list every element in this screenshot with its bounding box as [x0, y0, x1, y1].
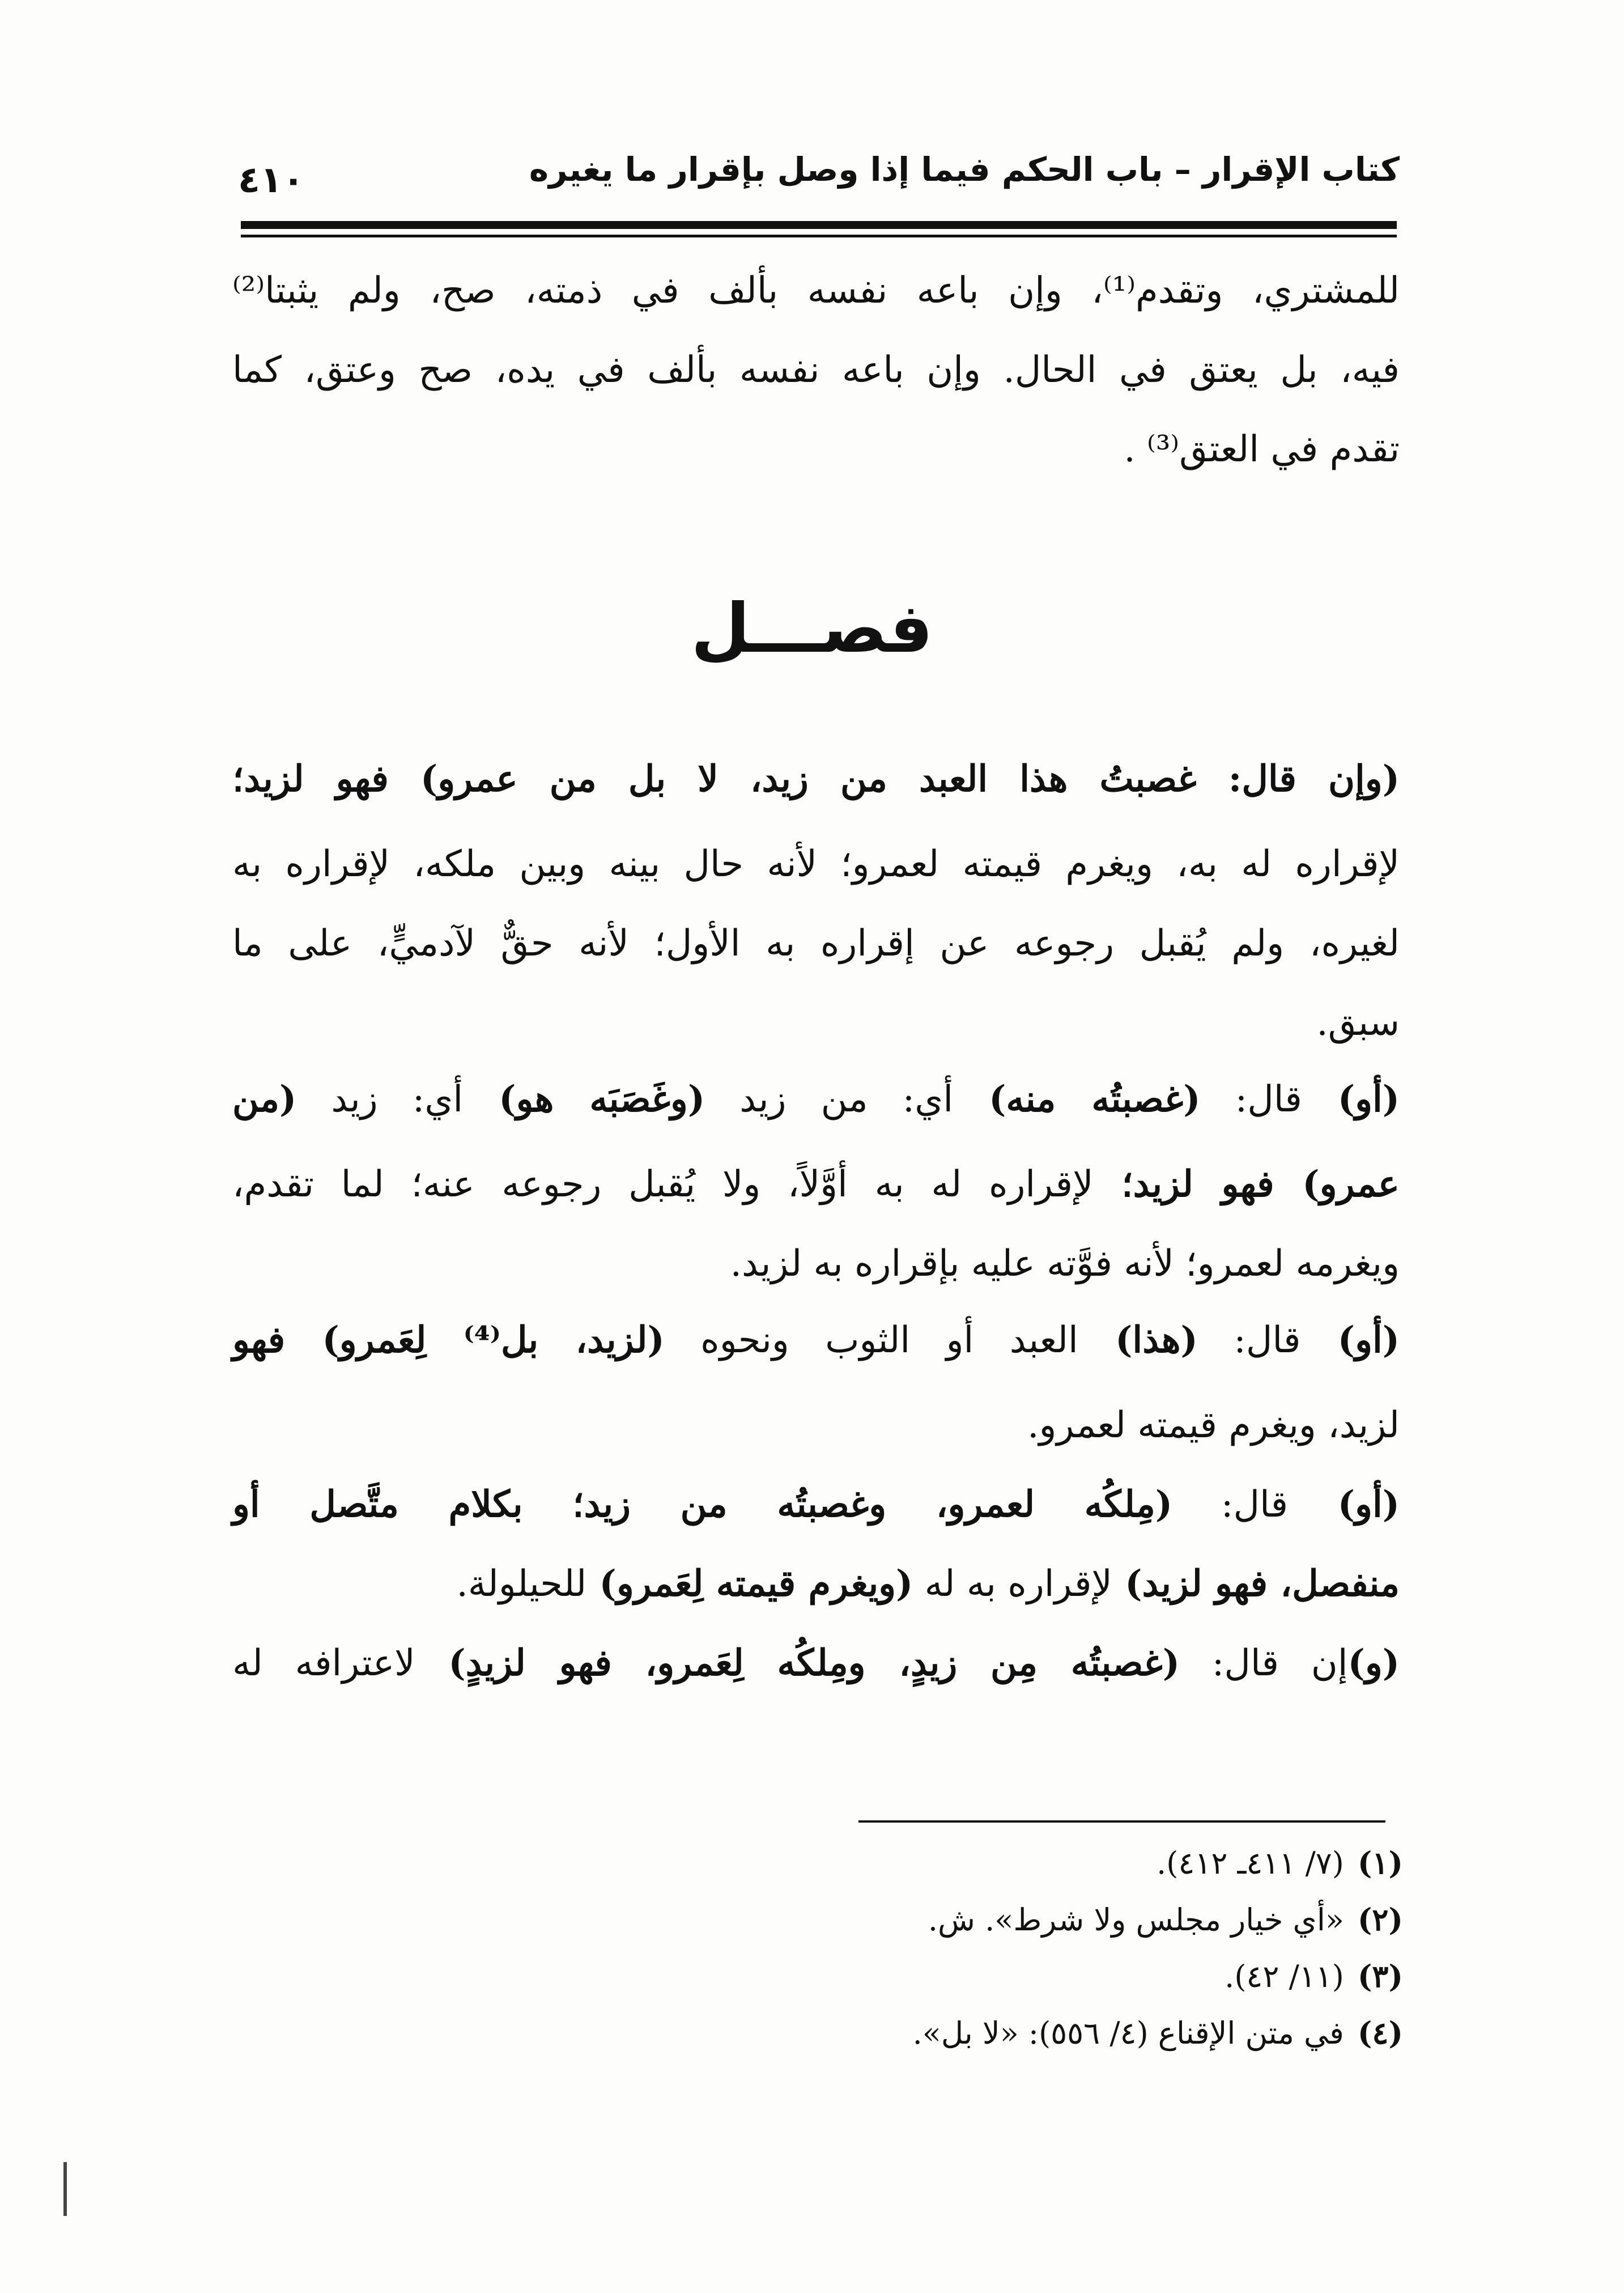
footnote-number: (٤): [1357, 2015, 1403, 2051]
bold-segment: (وغَصَبَه هو): [463, 1078, 705, 1120]
bold-segment: (أو): [1288, 1483, 1400, 1526]
footnote: [1225, 1958, 1403, 1998]
bold-segment: (وإن قال: غصبتُ هذا العبد من زيد، لا بل من عمرو) فهو لزيد؛: [232, 758, 1400, 800]
bold-segment: (مِلكُه لعمرو، وغصبتُه من زيد؛ بكلام متَّصل أو: [232, 1483, 1173, 1526]
bold-segment: عمرو) فهو لزيد؛: [1093, 1163, 1400, 1205]
footnote-text: «أي خيار مجلس ولا شرط». ش.: [928, 1902, 1344, 1938]
text-segment: تقدم في العتق⁽³⁾ .: [1124, 428, 1400, 470]
text-segment: أي: من زيد: [705, 1078, 954, 1120]
text-segment: لإقراره به له: [913, 1563, 1112, 1605]
header-title: كتاب الإقرار – باب الحكم فيما إذا وصل بإقرار ما يغيره: [529, 150, 1400, 189]
bold-segment: (غصبتُه مِن زيدٍ، ومِلكُه لِعَمرو، فهو لزيدٍ): [415, 1642, 1180, 1684]
bold-segment: (غصبتُه منه): [953, 1078, 1201, 1120]
text-line: [232, 1485, 1400, 1530]
bold-segment: (و): [1347, 1642, 1400, 1684]
bold-segment: (لزيد، بل⁽⁴⁾ لِعَمرو) فهو: [232, 1319, 665, 1361]
text-segment: لغيره، ولم يُقبل رجوعه عن إقراره به الأول؛ لأنه حقٌّ لآدميٍّ، على ما: [232, 923, 1400, 965]
bold-segment: (هذا): [1078, 1319, 1198, 1361]
bold-segment: (أو): [1302, 1078, 1400, 1120]
footnote-separator: [858, 1820, 1385, 1823]
text-segment: للحيلولة.: [456, 1563, 587, 1605]
text-line: [232, 1644, 1400, 1689]
text-line: [232, 1003, 1400, 1048]
text-line: [232, 1564, 1400, 1610]
bold-segment: (ويغرم قيمته لِعَمرو): [586, 1562, 913, 1605]
text-segment: لزيد، ويغرم قيمته لعمرو.: [1027, 1404, 1400, 1446]
footnote-text: (١١/ ٤٢).: [1225, 1959, 1344, 1994]
bold-segment: (من: [232, 1078, 297, 1120]
text-line: [232, 1405, 1400, 1451]
footnote-number: (١): [1357, 1845, 1403, 1881]
text-line: [232, 924, 1400, 969]
text-line: [232, 844, 1400, 890]
bold-segment: (أو): [1300, 1319, 1400, 1361]
footnote-text: (٧/ ٤١١ـ ٤١٢).: [1157, 1845, 1344, 1881]
scan-mark: [63, 2162, 67, 2216]
text-line: [232, 1080, 1400, 1125]
text-segment: لاعترافه له: [232, 1642, 415, 1684]
text-segment: للمشتري، وتقدم⁽¹⁾، وإن باعه نفسه بألف في ذمته، صح، ولم يثبتا⁽²⁾: [232, 270, 1400, 312]
text-segment: ويغرمه لعمرو؛ لأنه فوَّته عليه بإقراره به لزيد.: [730, 1243, 1400, 1285]
text-line: [232, 1244, 1400, 1289]
page-number: ٤١٠: [238, 159, 305, 201]
text-segment: قال:: [1172, 1484, 1289, 1526]
text-segment: قال:: [1197, 1319, 1301, 1361]
text-segment: إن قال:: [1179, 1642, 1348, 1684]
footnote-number: (٢): [1357, 1901, 1403, 1938]
text-segment: أي: زيد: [296, 1078, 464, 1120]
section-heading: فصـــل: [691, 589, 933, 668]
text-segment: فيه، بل يعتق في الحال. وإن باعه نفسه بألف في يده، صح وعتق، كما: [232, 349, 1400, 391]
text-segment: لإقراره له به، ويغرم قيمته لعمرو؛ لأنه حال بينه وبين ملكه، لإقراره به: [232, 843, 1400, 885]
text-line: [232, 1320, 1400, 1366]
footnote: [913, 2015, 1403, 2054]
text-line: [232, 350, 1400, 396]
text-segment: قال:: [1200, 1078, 1302, 1120]
text-segment: العبد أو الثوب ونحوه: [664, 1319, 1078, 1361]
footnote-text: في متن الإقناع (٤/ ٥٥٦): «لا بل».: [912, 2015, 1344, 2051]
bold-segment: منفصل، فهو لزيد): [1112, 1562, 1400, 1605]
text-segment: سبق.: [1316, 1002, 1400, 1044]
footnote: [928, 1901, 1403, 1941]
text-segment: لإقراره له به أوَّلاً، ولا يُقبل رجوعه عنه؛ لما تقدم،: [232, 1164, 1094, 1205]
text-line: [232, 759, 1400, 805]
footnote: [1157, 1845, 1403, 1884]
text-line: [232, 430, 1400, 475]
text-line: [232, 1165, 1400, 1210]
footnote-number: (٣): [1357, 1958, 1403, 1994]
text-line: [232, 271, 1400, 316]
